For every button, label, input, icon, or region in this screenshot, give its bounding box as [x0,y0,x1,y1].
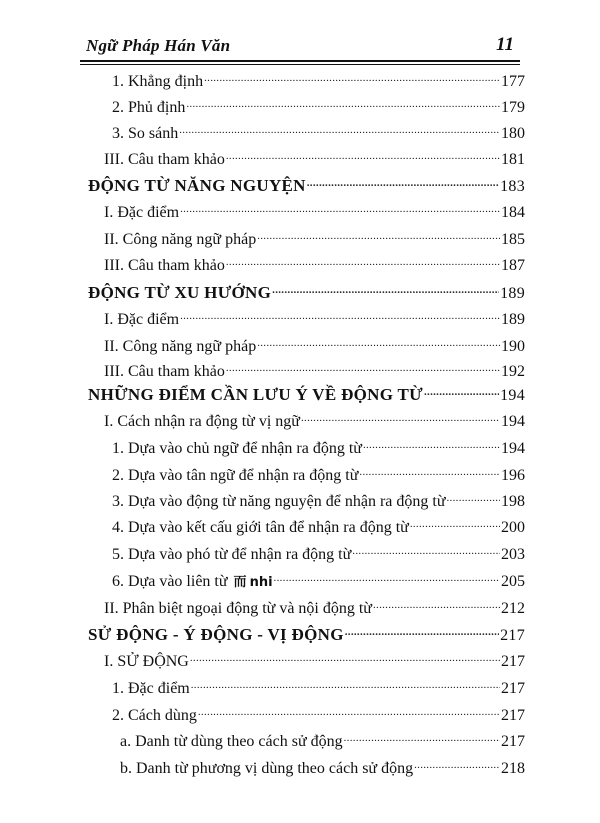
toc-entry [104,337,525,359]
toc-entry-label: a. Danh từ dùng theo cách sử động [120,733,343,750]
toc-leader-dots [190,652,500,666]
toc-entry-label: 3. So sánh [112,125,179,142]
toc-leader-dots [204,72,500,86]
toc-entry [112,72,525,94]
toc-entry-label: 5. Dựa vào phó từ để nhận ra động từ [112,546,352,563]
toc-entry-label: I. Cách nhận ra động từ vị ngữ [104,413,300,430]
toc-entry-label: 2. Dựa vào tân ngữ để nhận ra động từ [112,467,359,484]
toc-entry [120,732,525,754]
toc-entry [112,706,525,728]
toc-entry-page: 198 [501,493,525,510]
toc-entry [112,492,525,514]
toc-entry-label: I. Đặc điểm [104,204,180,221]
toc-entry [112,439,525,461]
toc-entry-label: SỬ ĐỘNG - Ý ĐỘNG - VỊ ĐỘNG [88,625,344,644]
toc-entry-page: 194 [501,413,525,430]
toc-leader-dots [272,284,499,298]
toc-entry-page: 217 [501,733,525,750]
toc-entry [112,679,525,701]
toc-entry-page: 189 [500,285,525,302]
toc-entry [112,98,525,120]
toc-entry-label: 2. Phủ định [112,99,186,116]
toc-entry-page: 212 [501,600,525,617]
toc-entry-label: I. Đặc điểm [104,311,180,328]
toc-entry [112,518,525,540]
toc-entry [104,150,525,172]
toc-entry-label: 1. Đặc điểm [112,680,190,697]
toc-leader-dots [414,759,500,773]
toc-section-heading [88,176,525,198]
toc-entry [112,572,525,594]
toc-entry-label: II. Công năng ngữ pháp [104,338,257,355]
toc-leader-dots [186,98,500,112]
toc-entry-label: 2. Cách dùng [112,707,197,724]
toc-leader-dots [226,256,500,270]
toc-section-heading [88,283,525,305]
toc-leader-dots [373,599,500,613]
toc-entry-label: ĐỘNG TỪ XU HƯỚNG [88,283,272,302]
toc-leader-dots [359,466,500,480]
toc-entry-page: 179 [501,99,525,116]
toc-leader-dots [352,545,500,559]
toc-entry-page: 194 [500,387,525,404]
toc-entry [104,203,525,225]
toc-entry-page: 217 [501,653,525,670]
toc-leader-dots [410,518,500,532]
toc-entry-page: 190 [501,338,525,355]
toc-entry-label: 6. Dựa vào liên từ [112,573,228,590]
toc-entry-label: 3. Dựa vào động từ năng nguyện để nhận ra động từ [112,493,446,510]
toc-entry-label: III. Câu tham khảo [104,257,225,274]
toc-leader-dots [363,439,500,453]
toc-entry-label: I. SỬ ĐỘNG [104,653,189,670]
toc-leader-dots [257,337,500,351]
toc-leader-dots [180,203,500,217]
toc-entry-page: 189 [501,311,525,328]
toc-leader-dots [447,492,501,506]
toc-entry [104,362,525,384]
toc-leader-dots [179,124,500,138]
toc-entry-label: 1. Dựa vào chủ ngữ để nhận ra động từ [112,440,362,457]
toc-leader-dots [345,626,499,640]
toc-entry [112,124,525,146]
book-title: Ngữ Pháp Hán Văn [86,36,231,55]
toc-leader-dots [180,310,500,324]
toc-entry [104,230,525,252]
toc-entry-page: 184 [501,204,525,221]
toc-section-heading [88,625,525,647]
toc-entry [104,310,525,332]
toc-section-heading [88,385,525,407]
page-number: 11 [496,34,514,55]
cjk-reading: nhi [249,575,273,590]
toc-entry-label: III. Câu tham khảo [104,151,225,168]
toc-entry-page: 192 [501,363,525,380]
toc-entry-label: NHỮNG ĐIỂM CẦN LƯU Ý VỀ ĐỘNG TỪ [88,385,423,404]
toc-entry [112,466,525,488]
toc-entry [112,545,525,567]
toc-entry-label: b. Danh từ phương vị dùng theo cách sử động [120,760,414,777]
cjk-character: 而 [233,575,247,590]
toc-leader-dots [307,177,499,191]
toc-entry-page: 194 [501,440,525,457]
toc-entry-label: III. Câu tham khảo [104,363,225,380]
toc-entry-label: ĐỘNG TỪ NĂNG NGUYỆN [88,176,306,195]
toc-entry [104,599,525,621]
toc-leader-dots [274,572,500,586]
toc-entry-page: 183 [500,178,525,195]
toc-leader-dots [226,362,500,376]
toc-entry-page: 181 [501,151,525,168]
toc-entry-label: 1. Khẳng định [112,73,204,90]
toc-entry [120,759,525,781]
toc-leader-dots [344,732,500,746]
toc-entry-page: 217 [501,707,525,724]
toc-entry [104,652,525,674]
toc-leader-dots [301,412,500,426]
toc-entry-label: II. Công năng ngữ pháp [104,231,257,248]
toc-entry [104,412,525,434]
toc-entry-page: 196 [501,467,525,484]
toc-entry-page: 200 [501,519,525,536]
toc-entry-label: II. Phân biệt ngoại động từ và nội động từ [104,600,372,617]
toc-leader-dots [424,386,499,400]
toc-entry-page: 218 [501,760,525,777]
toc-entry-page: 217 [501,680,525,697]
toc-leader-dots [257,230,500,244]
toc-leader-dots [226,150,500,164]
toc-entry-page: 185 [501,231,525,248]
toc-leader-dots [191,679,500,693]
toc-entry-page: 180 [501,125,525,142]
toc-entry-label: 4. Dựa vào kết cấu giới tân để nhận ra động từ [112,519,409,536]
toc-entry-page: 177 [501,73,525,90]
toc-entry-page: 217 [500,627,525,644]
toc-entry-page: 203 [501,546,525,563]
toc-leader-dots [198,706,500,720]
toc-entry-page: 187 [501,257,525,274]
toc-entry [104,256,525,278]
toc-entry-page: 205 [501,573,525,590]
